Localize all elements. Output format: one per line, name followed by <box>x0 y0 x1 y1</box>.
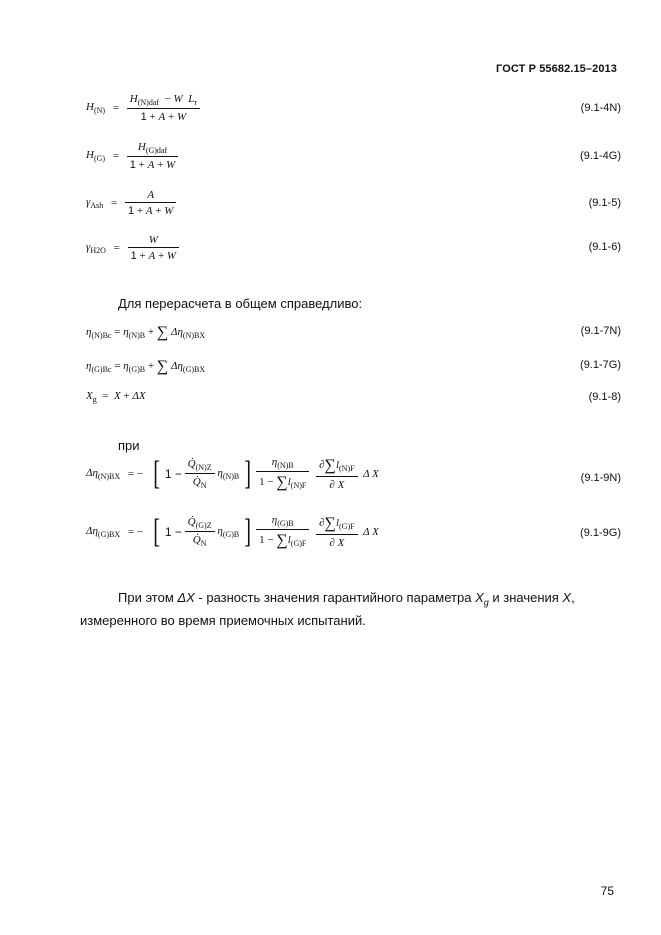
formula-9-1-9n: $\Delta\eta_{(N)BX}$ = − [ 1 − $\frac{Q̇_{(N)Z}}{Q̇_N}$ $\eta_{(N)B}$ ] $\frac{\eta_{(N)B}}{1 - \sum l_{(N)F}}$ $\frac{\partial\sum l_{(N)F}}{\partial X}$ Δ X <box>86 455 379 492</box>
formula-9-1-7n: $\eta_{(N)Bc} = \eta_{(N)B}$ + ∑ $\Delta\eta_{(N)BX}$ <box>86 324 206 341</box>
xg-subscript: g <box>483 597 489 608</box>
equation-number: (9.1-7N) <box>580 325 621 337</box>
closing-text: - разность значения гарантийного параметра <box>194 590 476 605</box>
delta-x-symbol: ΔX <box>177 590 195 605</box>
formula-9-1-6: $\gamma_{H2O}$ = $\frac{W}{1 + A + W}$ <box>86 234 179 262</box>
page-number: 75 <box>600 884 614 898</box>
equation-number: (9.1-4G) <box>580 150 621 162</box>
formula-9-1-8: $X_g = X + \Delta X$ <box>86 390 146 404</box>
recalc-intro-text: Для перерасчета в общем справедливо: <box>118 296 363 311</box>
formula-9-1-5: $\gamma_{Ash}$ = $\frac{A}{1 + A + W}$ <box>86 189 176 217</box>
equation-number: (9.1-4N) <box>580 102 621 114</box>
pri-label: при <box>118 438 140 453</box>
equation-number: (9.1-8) <box>588 391 621 403</box>
formula-9-1-4g: $H_{(G)}$ = $\frac{H_{(G)daf}}{1 + A + W}$ <box>86 141 178 171</box>
xg-symbol: X <box>475 590 484 605</box>
formula-9-1-9g: $\Delta\eta_{(G)BX}$ = − [ 1 − $\frac{Q̇_{(G)Z}}{Q̇_N}$ $\eta_{(G)B}$ ] $\frac{\eta_{(G)B}}{1 - \sum l_{(G)F}}$ $\frac{\partial\sum l_{(G)F}}{\partial X}$ Δ X <box>86 513 379 550</box>
formula-9-1-7g: $\eta_{(G)Bc} = \eta_{(G)B}$ + ∑ $\Delta\eta_{(G)BX}$ <box>86 358 206 375</box>
closing-paragraph-line1 <box>118 590 575 608</box>
equation-number: (9.1-5) <box>588 197 621 209</box>
equation-number: (9.1-6) <box>588 241 621 253</box>
closing-text: При этом <box>118 590 178 605</box>
equation-number: (9.1-9G) <box>580 527 621 539</box>
closing-text: , <box>571 590 575 605</box>
document-header: ГОСТ Р 55682.15–2013 <box>496 63 617 75</box>
formula-9-1-4n: $H_{(N)}$ = $\frac{H_{(N)daf} - W L_r}{1 + A + W}$ <box>86 93 200 123</box>
closing-paragraph-line2: измеренного во время приемочных испытаний. <box>80 613 366 628</box>
x-symbol: X <box>562 590 572 605</box>
equation-number: (9.1-7G) <box>580 359 621 371</box>
equation-number: (9.1-9N) <box>580 472 621 484</box>
closing-text: и значения <box>488 590 563 605</box>
